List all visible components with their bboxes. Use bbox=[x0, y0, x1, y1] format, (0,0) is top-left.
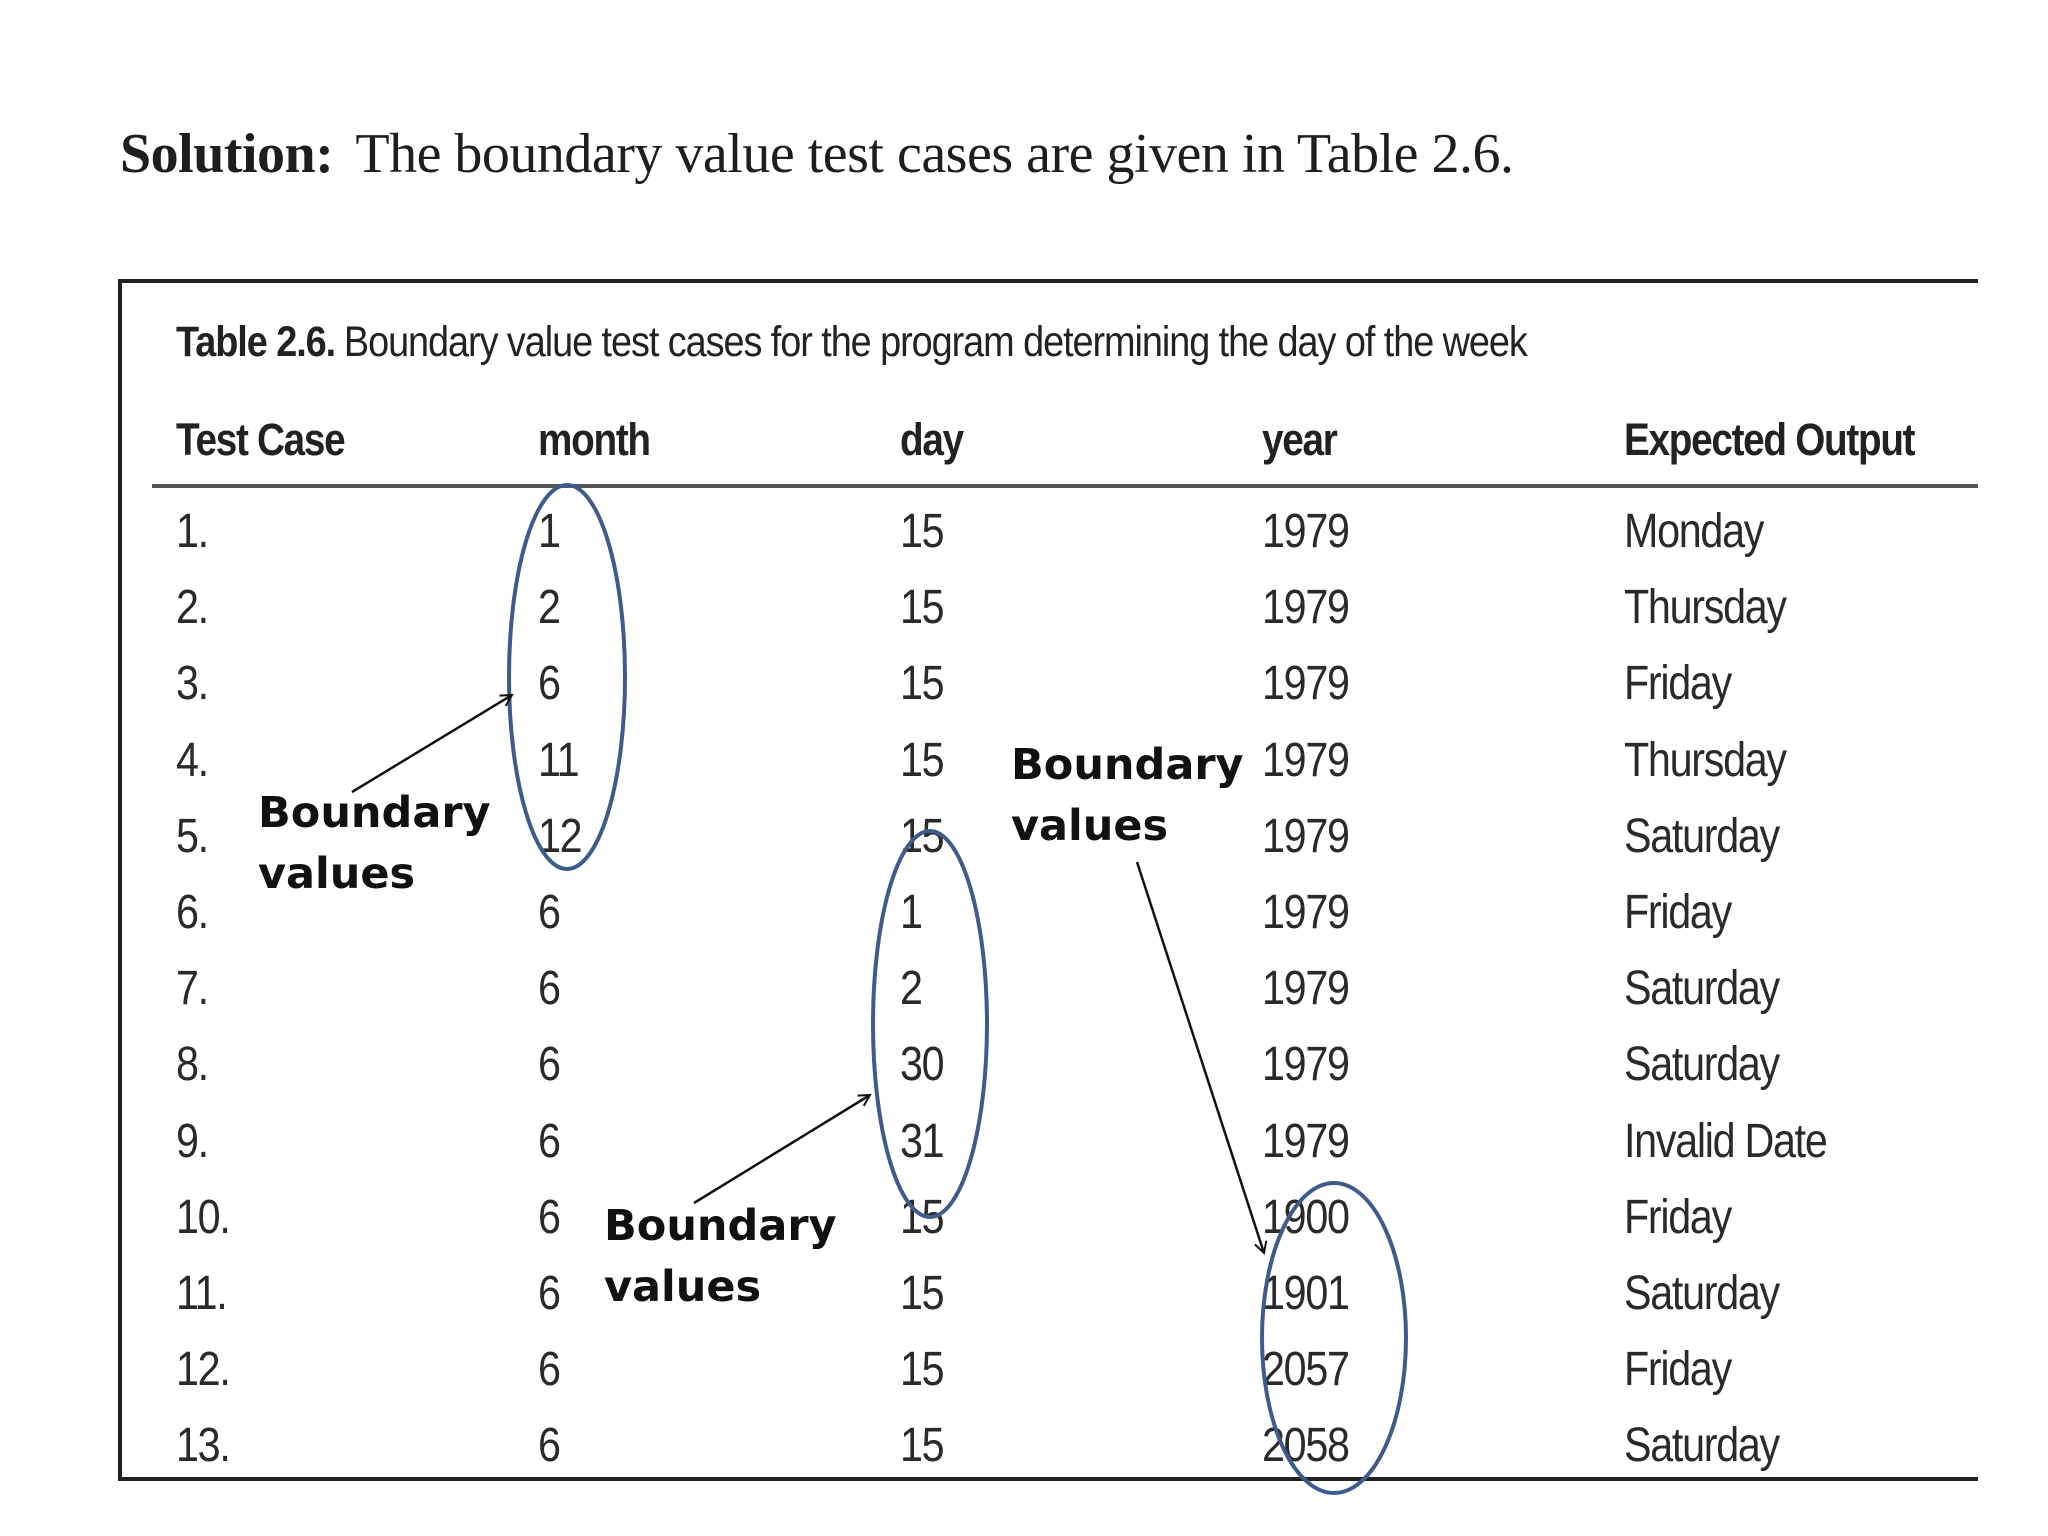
year-cell: 1979 bbox=[1262, 886, 1349, 939]
test-case-cell: 5. bbox=[176, 809, 208, 863]
annotation-line: Boundary bbox=[258, 788, 491, 838]
day-cell: 2 bbox=[900, 962, 922, 1016]
expected-output-cell: Friday bbox=[1624, 1190, 1731, 1244]
year-cell: 2057 bbox=[1262, 1343, 1349, 1397]
month-cell: 6 bbox=[538, 1343, 560, 1397]
year-cell: 1901 bbox=[1262, 1267, 1349, 1320]
month-cell: 6 bbox=[538, 962, 560, 1016]
month-cell: 6 bbox=[538, 657, 560, 711]
day-boundary-annotation bbox=[604, 1196, 837, 1318]
expected-output-cell: Monday bbox=[1624, 505, 1764, 558]
month-cell: 12 bbox=[538, 809, 582, 863]
expected-output-cell: Thursday bbox=[1624, 733, 1786, 787]
annotation-line: values bbox=[1011, 801, 1169, 851]
year-cell: 1900 bbox=[1262, 1190, 1349, 1244]
year-cell: 1979 bbox=[1262, 1114, 1349, 1168]
month-cell: 1 bbox=[538, 505, 560, 558]
day-cell: 15 bbox=[900, 809, 944, 863]
table-caption-text: Boundary value test cases for the program determining the day of the week bbox=[343, 318, 1527, 366]
month-cell: 6 bbox=[538, 1114, 560, 1168]
test-case-cell: 1. bbox=[176, 505, 208, 558]
expected-output-cell: Saturday bbox=[1624, 1038, 1779, 1092]
expected-output-cell: Friday bbox=[1624, 1343, 1731, 1397]
day-boundary-ellipse bbox=[873, 831, 987, 1217]
day-annotation-arrow bbox=[694, 1095, 870, 1203]
test-case-cell: 12. bbox=[176, 1343, 230, 1397]
test-case-cell: 11. bbox=[176, 1267, 227, 1320]
day-cell: 31 bbox=[900, 1114, 944, 1168]
month-cell: 6 bbox=[538, 1038, 560, 1092]
annotation-line: Boundary bbox=[604, 1201, 837, 1251]
test-case-cell: 6. bbox=[176, 886, 208, 939]
year-cell: 1979 bbox=[1262, 962, 1349, 1016]
expected-output-cell: Saturday bbox=[1624, 962, 1779, 1016]
day-cell: 30 bbox=[900, 1038, 944, 1092]
month-cell: 6 bbox=[538, 1190, 560, 1244]
month-cell: 2 bbox=[538, 581, 560, 635]
year-cell: 2058 bbox=[1262, 1419, 1349, 1473]
year-cell: 1979 bbox=[1262, 505, 1349, 558]
solution-label: Solution: bbox=[120, 123, 334, 185]
year-cell: 1979 bbox=[1262, 581, 1349, 635]
expected-output-cell: Saturday bbox=[1624, 1419, 1779, 1473]
day-cell: 15 bbox=[900, 1343, 944, 1397]
month-annotation-arrow bbox=[352, 695, 512, 792]
day-cell: 15 bbox=[900, 581, 944, 635]
month-cell: 11 bbox=[538, 733, 579, 787]
test-case-cell: 3. bbox=[176, 657, 208, 711]
expected-output-cell: Friday bbox=[1624, 657, 1731, 711]
year-cell: 1979 bbox=[1262, 657, 1349, 711]
column-header-month: month bbox=[538, 414, 650, 465]
test-case-cell: 13. bbox=[176, 1419, 230, 1473]
month-cell: 6 bbox=[538, 886, 560, 939]
solution-text: The boundary value test cases are given in Table 2.6. bbox=[355, 123, 1514, 185]
month-boundary-annotation bbox=[258, 783, 491, 905]
day-cell: 15 bbox=[900, 1190, 944, 1244]
day-cell: 15 bbox=[900, 1267, 944, 1320]
table-caption-label: Table 2.6. bbox=[176, 318, 336, 366]
expected-output-cell: Invalid Date bbox=[1624, 1114, 1827, 1168]
day-cell: 1 bbox=[900, 886, 922, 939]
test-case-cell: 4. bbox=[176, 733, 208, 787]
test-case-cell: 9. bbox=[176, 1114, 208, 1168]
test-case-cell: 10. bbox=[176, 1190, 230, 1244]
year-cell: 1979 bbox=[1262, 1038, 1349, 1092]
test-case-cell: 7. bbox=[176, 962, 208, 1016]
expected-output-cell: Saturday bbox=[1624, 1267, 1779, 1320]
test-case-cell: 8. bbox=[176, 1038, 208, 1092]
annotation-line: values bbox=[258, 849, 416, 899]
column-header-year: year bbox=[1262, 414, 1337, 465]
day-cell: 15 bbox=[900, 1419, 944, 1473]
day-cell: 15 bbox=[900, 505, 944, 558]
year-annotation-arrow bbox=[1137, 862, 1264, 1253]
year-boundary-ellipse bbox=[1262, 1183, 1406, 1493]
expected-output-cell: Friday bbox=[1624, 886, 1731, 939]
day-cell: 15 bbox=[900, 657, 944, 711]
column-header-test-case: Test Case bbox=[176, 414, 345, 465]
column-header-expected-output: Expected Output bbox=[1624, 414, 1915, 465]
test-case-cell: 2. bbox=[176, 581, 208, 635]
annotation-line: Boundary bbox=[1011, 740, 1244, 790]
column-header-day: day bbox=[900, 414, 963, 465]
year-cell: 1979 bbox=[1262, 809, 1349, 863]
year-boundary-annotation bbox=[1011, 735, 1244, 857]
expected-output-cell: Thursday bbox=[1624, 581, 1786, 635]
month-cell: 6 bbox=[538, 1419, 560, 1473]
month-cell: 6 bbox=[538, 1267, 560, 1320]
expected-output-cell: Saturday bbox=[1624, 809, 1779, 863]
annotation-line: values bbox=[604, 1262, 762, 1312]
month-boundary-ellipse bbox=[509, 485, 625, 869]
year-cell: 1979 bbox=[1262, 733, 1349, 787]
day-cell: 15 bbox=[900, 733, 944, 787]
